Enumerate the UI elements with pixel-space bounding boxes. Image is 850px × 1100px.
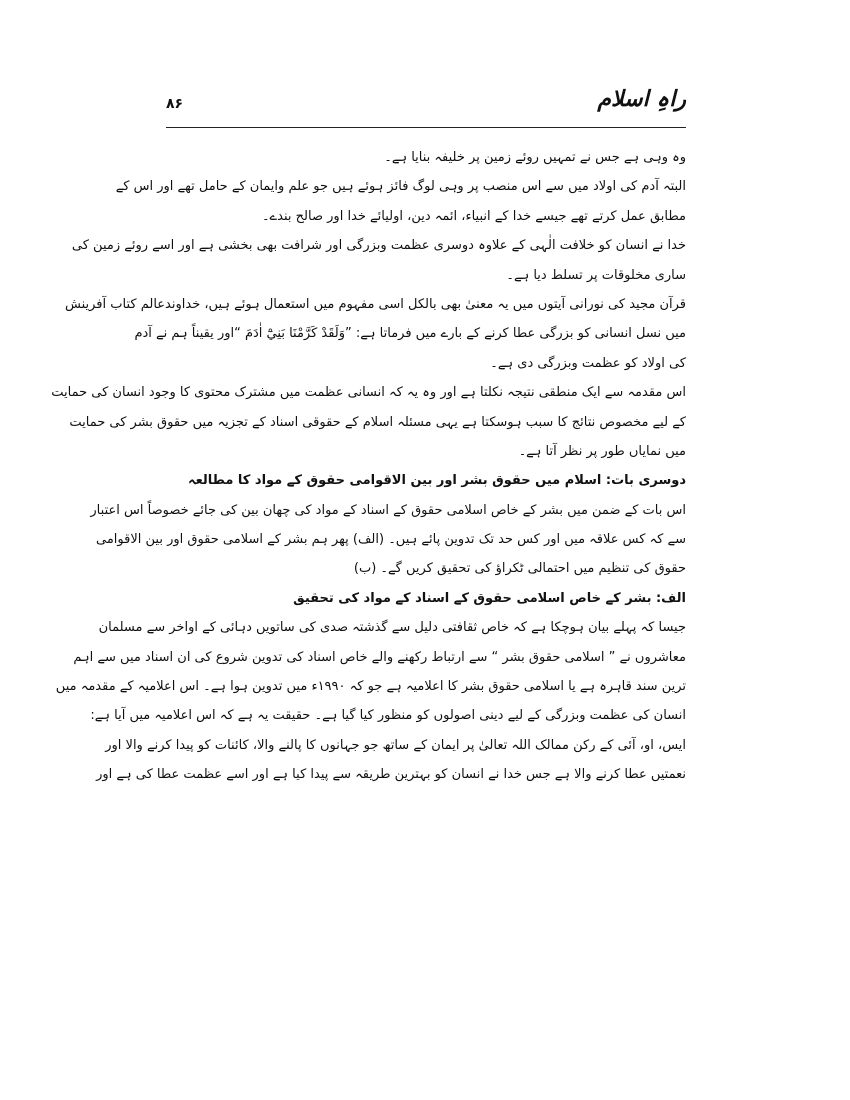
text-line: البتہ آدم کی اولاد میں سے اس منصب پر وہی لوگ فائز ہوئے ہیں جو علم وایمان کے حامل تھے اور اس کے xyxy=(115,179,686,195)
text-line: اس مقدمہ سے ایک منطقی نتیجہ نکلتا ہے اور وہ یہ کہ انسانی عظمت میں مشترک محتوی کا وجود انسان کی حمایت xyxy=(51,385,686,401)
text-line: جیسا کہ پہلے بیان ہوچکا ہے کہ خاص ثقافتی دلیل سے گذشتہ صدی کی ساتویں دہائی کے اواخر سے مسلمان xyxy=(98,620,686,636)
page-header xyxy=(166,84,686,124)
header-divider xyxy=(166,127,686,128)
text-line: میں نمایاں طور پر نظر آتا ہے۔ xyxy=(518,443,686,459)
text-line: کی اولاد کو عظمت وبزرگی دی ہے۔ xyxy=(490,355,686,371)
text-line: میں نسل انسانی کو بزرگی عطا کرنے کے بارے میں فرماتا ہے: ”وَلَقَدْ كَرَّمْنَا بَنِيْٓ اٰدَمَ “اور یقیناً ہم نے آدم xyxy=(134,326,686,342)
section-heading: دوسری بات: اسلام میں حقوق بشر اور بین الاقوامی حقوق کے مواد کا مطالعہ xyxy=(187,473,686,489)
text-line: نعمتیں عطا کرنے والا ہے جس خدا نے انسان کو بہترین طریقہ سے پیدا کیا ہے اور اسے عظمت عطا کی ہے اور xyxy=(96,767,686,783)
text-line: سے کہ کس علاقہ میں اور کس حد تک تدوین پائے ہیں۔ (الف) پھر ہم بشر کے اسلامی حقوق اور بین الاقوامی xyxy=(96,532,686,548)
text-line: وہ وہی ہے جس نے تمہیں روئے زمین پر خلیفہ بنایا ہے۔ xyxy=(384,150,686,165)
text-line: ساری مخلوقات پر تسلط دیا ہے۔ xyxy=(506,267,686,283)
text-line: ایس، او، آئی کے رکن ممالک اللہ تعالیٰ پر ایمان کے ساتھ جو جہانوں کا پالنے والا، کائنات کو پیدا کرنے والا اور xyxy=(105,737,686,753)
text-line: اس بات کے ضمن میں بشر کے خاص اسلامی حقوق کے اسناد کے مواد کی چھان بین کی جائے خصوصاً اس اعتبار xyxy=(90,502,686,518)
text-line: ترین سند قاہرہ ہے یا اسلامی حقوق بشر کا اعلامیہ ہے جو کہ ۱۹۹۰ء میں تدوین ہوا ہے۔ اس اعلامیہ کے مقدمہ میں xyxy=(55,679,686,695)
subsection-heading: الف: بشر کے خاص اسلامی حقوق کے اسناد کے مواد کی تحقیق xyxy=(293,590,686,606)
text-line: قرآن مجید کی نورانی آیتوں میں یہ معنیٰ بھی بالکل اسی مفہوم میں استعمال ہوئے ہیں، خداوندعالم کتاب آفرینش xyxy=(65,296,686,312)
running-title: راہِ اسلام xyxy=(597,86,686,112)
text-line: انسان کی عظمت وبزرگی کے لیے دینی اصولوں کو منظور کیا گیا ہے۔ حقیقت یہ ہے کہ اس اعلامیہ میں آیا ہے: xyxy=(90,708,686,724)
text-line: معاشروں نے ” اسلامی حقوق بشر “ سے ارتباط رکھنے والے خاص اسناد کی تدوین شروع کی ان اسناد میں سے اہم xyxy=(73,649,686,665)
text-line: مطابق عمل کرتے تھے جیسے خدا کے انبیاء، ائمہ دین، اولیائے خدا اور صالح بندے۔ xyxy=(261,208,686,224)
text-line: حقوق کی تنظیم میں احتمالی ٹکراؤ کی تحقیق کریں گے۔ (ب) xyxy=(353,561,686,577)
text-line: خدا نے انسان کو خلافت الٰہی کے علاوہ دوسری عظمت وبزرگی اور شرافت بھی بخشی ہے اور اسے روئے زمین کی xyxy=(71,238,686,254)
body-text xyxy=(51,143,686,790)
text-line: کے لیے مخصوص نتائج کا سبب ہوسکتا ہے یہی مسئلہ اسلام کے حقوقی اسناد کے تجزیہ میں حقوق بشر کی حمایت xyxy=(69,414,686,430)
page-number: ۸۶ xyxy=(166,96,184,112)
